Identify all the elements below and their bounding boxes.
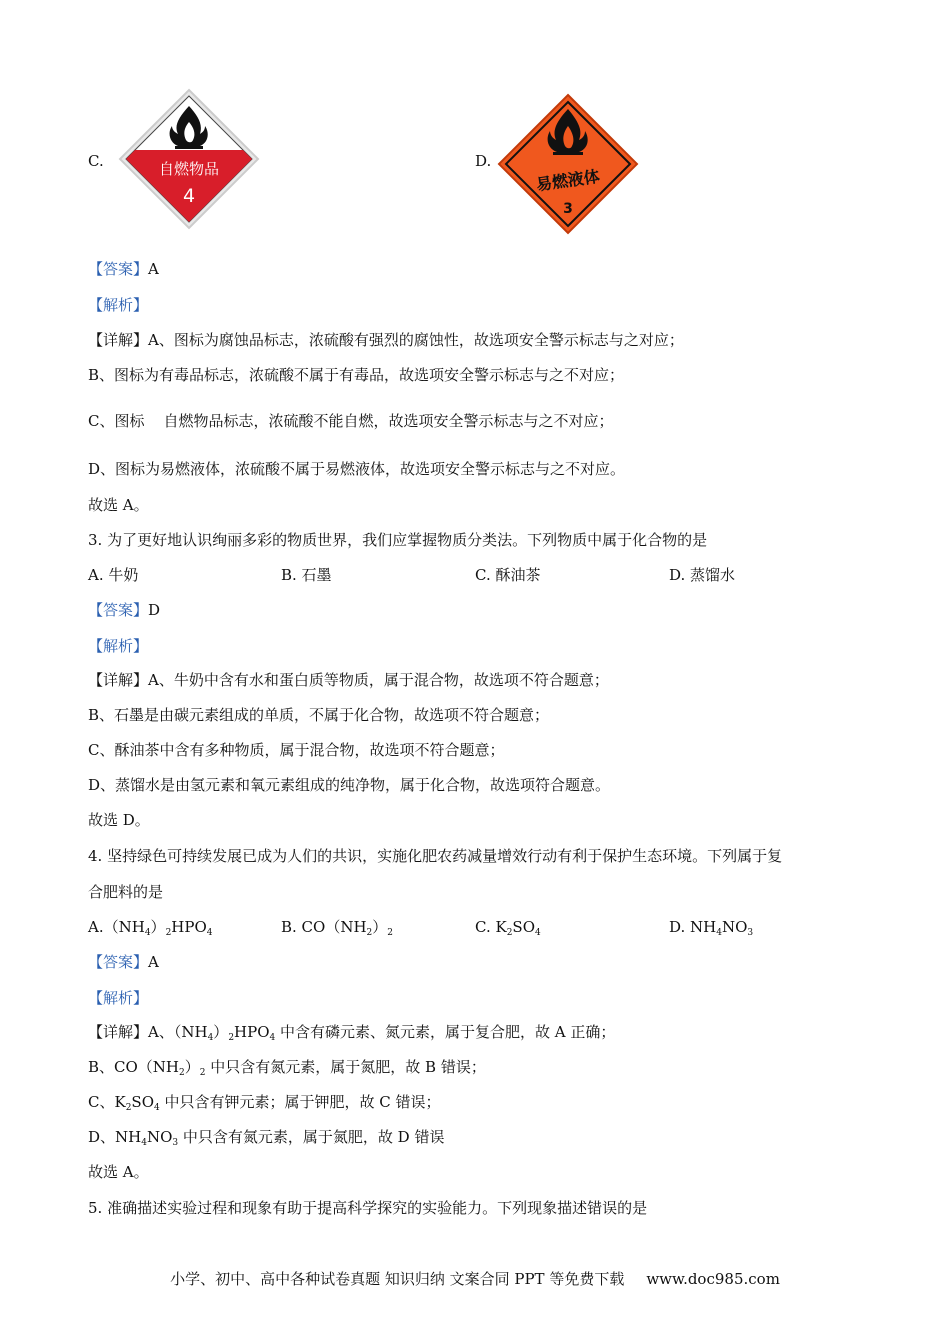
q4-answer <box>88 951 159 973</box>
answer-tag: 【答案】 <box>88 260 149 278</box>
spontaneous-combustion-sign <box>118 88 260 230</box>
q4-option-c: C. $K_2SO_4$ <box>475 918 541 938</box>
detail-text: A、图标为腐蚀品标志，浓硫酸有强烈的腐蚀性，故选项安全警示标志与之对应； <box>148 331 684 349</box>
q4-conclusion: 故选 A。 <box>88 1163 149 1181</box>
answer-value: A <box>148 260 159 278</box>
answer-tag: 【答案】 <box>88 953 149 971</box>
detail-text: A、牛奶中含有水和蛋白质等物质，属于混合物，故选项不符合题意； <box>148 671 609 689</box>
sign-d-text: 易燃液体 <box>534 166 601 195</box>
sign-c-number: 4 <box>182 185 196 207</box>
q4-stem-line1: 4. 坚持绿色可持续发展已成为人们的共识，实施化肥农药减量增效行动有利于保护生态环境。下列属于复 <box>88 847 783 865</box>
q3-option-b: B. 石墨 <box>281 566 332 584</box>
q3-conclusion: 故选 D。 <box>88 811 150 829</box>
q2-detail-a <box>88 329 684 351</box>
q4-detail-a: 【详解】A、$(NH_4)_2HPO_4$ 中含有磷元素、氮元素，属于复合肥，故 A 正确； <box>88 1023 616 1043</box>
page-footer <box>0 1268 950 1290</box>
q3-option-c: C. 酥油茶 <box>475 566 541 584</box>
option-d-label: D. <box>475 152 492 170</box>
q2-analysis-tag: 【解析】 <box>88 296 149 314</box>
answer-value: D <box>148 601 161 619</box>
q3-option-a: A. 牛奶 <box>88 566 139 584</box>
q4-option-a: $A.(NH_4)_2HPO_4$ <box>88 918 213 938</box>
q3-option-d: D. 蒸馏水 <box>669 566 736 584</box>
q4-detail-d: D、$NH_4NO_3$ 中只含有氮元素，属于氮肥，故 D 错误 <box>88 1128 445 1148</box>
q4-stem-line2: 合肥料的是 <box>88 883 164 901</box>
sign-c-text: 自燃物品 <box>158 160 220 178</box>
detail-tag: 【详解】 <box>88 671 149 689</box>
detail-tag: 【详解】 <box>88 1023 149 1041</box>
q2-detail-b: B、图标为有毒品标志，浓硫酸不属于有毒品，故选项安全警示标志与之不对应； <box>88 366 625 384</box>
q2-detail-d: D、图标为易燃液体，浓硫酸不属于易燃液体，故选项安全警示标志与之不对应。 <box>88 460 626 478</box>
answer-tag: 【答案】 <box>88 601 149 619</box>
q5-stem: 5. 准确描述实验过程和现象有助于提高科学探究的实验能力。下列现象描述错误的是 <box>88 1199 648 1217</box>
q3-analysis-tag: 【解析】 <box>88 637 149 655</box>
footer-text: 小学、初中、高中各种试卷真题 知识归纳 文案合同 PPT 等免费下载 <box>170 1270 625 1288</box>
flammable-liquid-sign <box>497 93 639 235</box>
q4-analysis-tag: 【解析】 <box>88 989 149 1007</box>
q2-answer <box>88 258 159 280</box>
q2-conclusion: 故选 A。 <box>88 496 149 514</box>
q4-detail-b: B、$CO(NH_2)_2$ 中只含有氮元素，属于氮肥，故 B 错误； <box>88 1058 486 1078</box>
q4-option-d: D. $NH_4NO_3$ <box>669 918 754 938</box>
option-c-label: C. <box>88 152 104 170</box>
sign-d-number: 3 <box>563 201 573 217</box>
q3-detail-c: C、酥油茶中含有多种物质，属于混合物，故选项不符合题意； <box>88 741 505 759</box>
q3-detail-a <box>88 669 609 691</box>
q3-answer <box>88 599 160 621</box>
q4-option-b: B. $CO(NH_2)_2$ <box>281 918 394 938</box>
answer-value: A <box>148 953 159 971</box>
q4-detail-c: C、$K_2SO_4$ 中只含有钾元素；属于钾肥，故 C 错误； <box>88 1093 441 1113</box>
detail-tag: 【详解】 <box>88 331 149 349</box>
footer-link[interactable]: www.doc985.com <box>646 1270 780 1288</box>
q2-detail-c: C、图标 自燃物品标志，浓硫酸不能自燃，故选项安全警示标志与之不对应； <box>88 412 614 430</box>
q3-detail-d: D、蒸馏水是由氢元素和氧元素组成的纯净物，属于化合物，故选项符合题意。 <box>88 776 611 794</box>
q3-stem: 3. 为了更好地认识绚丽多彩的物质世界，我们应掌握物质分类法。下列物质中属于化合物的是 <box>88 531 708 549</box>
q3-detail-b: B、石墨是由碳元素组成的单质，不属于化合物，故选项不符合题意； <box>88 706 550 724</box>
